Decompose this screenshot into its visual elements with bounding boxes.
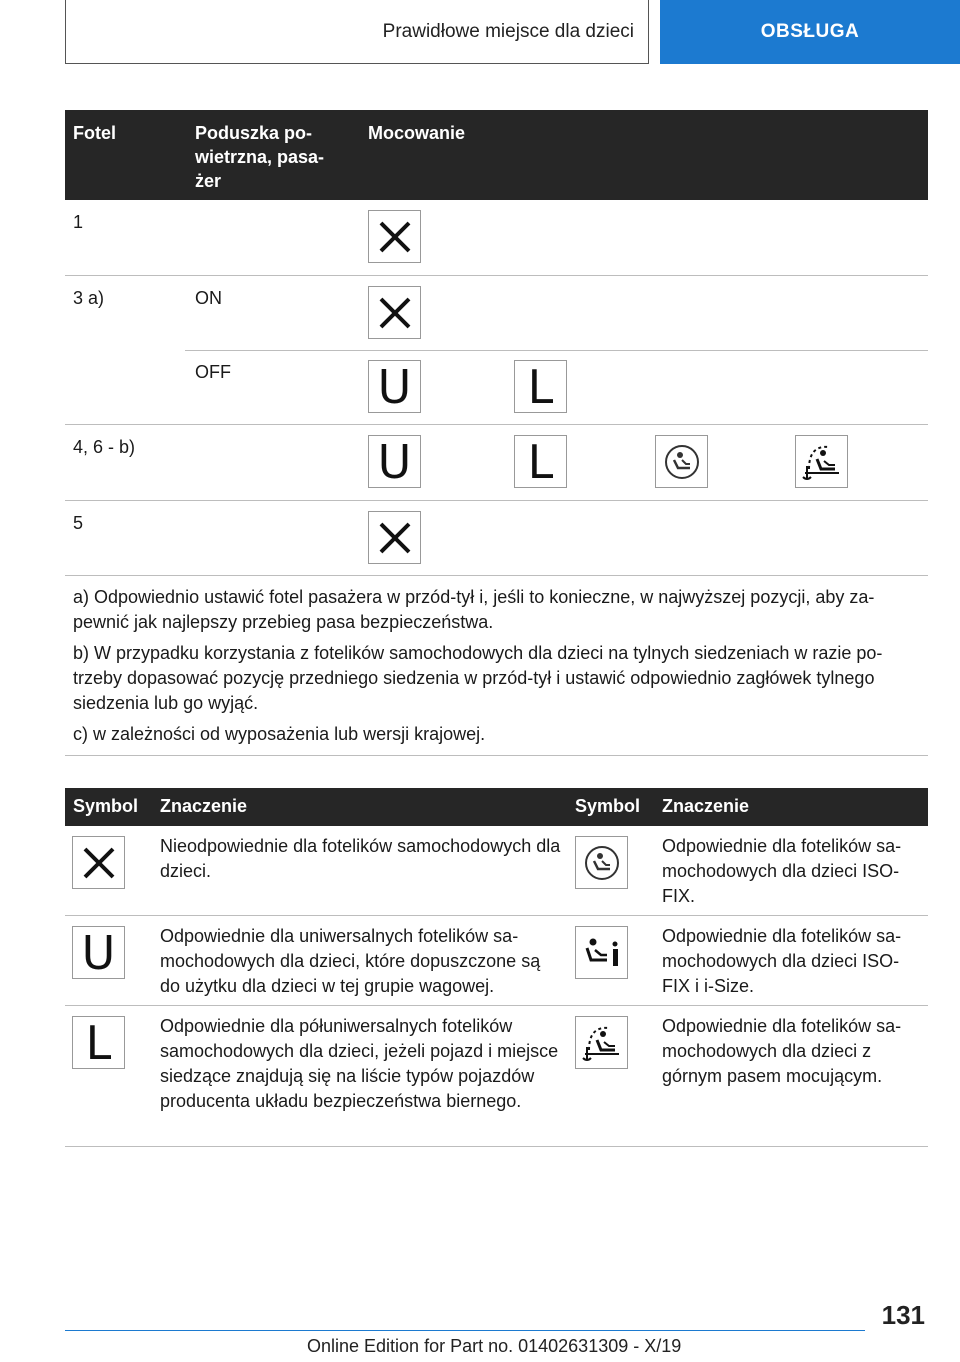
universal-u-icon-letter: U	[377, 434, 412, 489]
legend-row	[65, 1006, 928, 1147]
cross-icon	[368, 511, 421, 564]
legend-header	[65, 788, 928, 826]
isofix-icon	[655, 435, 708, 488]
header-mount: Mocowanie	[368, 123, 466, 143]
universal-u-icon	[368, 435, 421, 488]
note-c: c) w zależności od wyposażenia lub wersji krajowej.	[73, 724, 486, 744]
i-size-icon	[575, 926, 628, 979]
header-symbol-1: Symbol	[73, 796, 139, 816]
universal-u-icon	[368, 360, 421, 413]
chapter-title: OBSŁUGA	[760, 21, 860, 42]
table-row	[65, 350, 928, 425]
header-airbag: Poduszka po- wietrzna, pasa- żer	[195, 123, 325, 191]
note-a: a) Odpowiednio ustawić fotel pasażera w przód-tył i, jeśli to konieczne, w najwyższej pozycji, aby za-pewnić jak najlepszy przebieg pasa bezpieczeństwa.	[73, 587, 875, 632]
semi-universal-l-icon-letter: L	[85, 1015, 112, 1070]
cross-icon	[368, 210, 421, 263]
airbag-cell: ON	[195, 288, 222, 308]
footer-divider	[65, 1330, 865, 1331]
top-tether-icon	[575, 1016, 628, 1069]
legend-meaning: Odpowiednie dla fotelików sa-mochodowych dla dzieci ISO-FIX.	[662, 836, 902, 906]
top-tether-icon	[795, 435, 848, 488]
airbag-cell: OFF	[195, 362, 231, 382]
legend-meaning: Odpowiednie dla fotelików sa-mochodowych dla dzieci z górnym pasem mocującym.	[662, 1016, 902, 1086]
header-meaning-2: Znaczenie	[662, 796, 750, 816]
section-title: Prawidłowe miejsce dla dzieci	[382, 20, 634, 42]
header-seat: Fotel	[73, 123, 116, 143]
universal-u-icon-letter: U	[81, 925, 116, 980]
semi-universal-l-icon-letter: L	[527, 359, 554, 414]
cross-icon	[368, 286, 421, 339]
seat-cell: 3 a)	[73, 288, 105, 308]
edition-text: Online Edition for Part no. 01402631309 - X/19	[307, 1336, 682, 1356]
table-header	[65, 110, 928, 200]
universal-u-icon-letter: U	[377, 359, 412, 414]
table-notes	[65, 577, 928, 756]
page-number: 131	[881, 1300, 925, 1330]
seat-cell: 4, 6 - b)	[73, 437, 136, 457]
table-row	[65, 501, 928, 576]
semi-universal-l-icon	[514, 435, 567, 488]
note-b: b) W przypadku korzystania z fotelików samochodowych dla dzieci na tylnych siedzeniach w razie po-trzeby dopasować pozycję przedniego siedzenia w przód-tył i ustawić odpowiednio zagłówek tylnego siedzenia lub go wyjąć.	[73, 643, 883, 713]
section-header	[65, 0, 649, 64]
table-row	[65, 276, 928, 350]
semi-universal-l-icon-letter: L	[527, 434, 554, 489]
cross-icon	[72, 836, 125, 889]
seat-cell: 1	[73, 212, 84, 232]
table-row	[65, 425, 928, 501]
legend-row	[65, 826, 928, 916]
seat-cell: 5	[73, 513, 84, 533]
isofix-icon	[575, 836, 628, 889]
legend-meaning: Odpowiednie dla półuniwersalnych fotelików samochodowych dla dzieci, jeżeli pojazd i miejsce siedzące znajdują się na liście typów pojazdów producenta układu bezpieczeństwa biernego.	[160, 1016, 559, 1111]
header-meaning-1: Znaczenie	[160, 796, 248, 816]
header-symbol-2: Symbol	[575, 796, 641, 816]
seat-mounting-table	[65, 110, 928, 576]
legend-meaning: Nieodpowiednie dla fotelików samochodowych dla dzieci.	[160, 836, 561, 881]
legend-meaning: Odpowiednie dla fotelików sa-mochodowych dla dzieci ISO-FIX i i-Size.	[662, 926, 902, 996]
universal-u-icon	[72, 926, 125, 979]
symbol-legend-table	[65, 788, 928, 1147]
chapter-tab[interactable]	[660, 0, 960, 64]
legend-meaning: Odpowiednie dla uniwersalnych fotelików sa-mochodowych dla dzieci, które dopuszczone są do użytku dla dzieci w tej grupie wagowej.	[160, 926, 541, 996]
legend-row	[65, 916, 928, 1006]
table-row	[65, 200, 928, 276]
semi-universal-l-icon	[72, 1016, 125, 1069]
semi-universal-l-icon	[514, 360, 567, 413]
